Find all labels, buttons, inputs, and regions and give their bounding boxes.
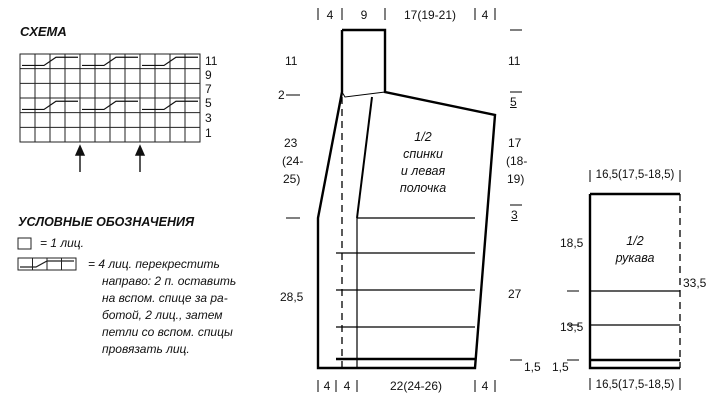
sleeve-right-dim-length: 33,5: [683, 276, 707, 290]
body-label-4: полочка: [399, 181, 447, 195]
body-label-3: и левая: [400, 164, 446, 178]
sleeve-left-dim-lower: 13,5: [560, 320, 584, 334]
row-number-3: 3: [205, 111, 212, 125]
body-bottom-dim-width: 22(24-26): [389, 379, 443, 393]
body-left-dim-neck: 2: [278, 88, 285, 102]
legend-cross-line-2: направо: 2 п. оставить: [102, 274, 237, 288]
body-bottom-dim-1: 4: [323, 379, 331, 393]
sleeve-dimension-ticks: [567, 170, 680, 390]
body-label-2: спинки: [403, 147, 443, 161]
legend-cross-line-4: ботой, 2 лиц., затем: [102, 308, 223, 322]
body-label-1: 1/2: [414, 130, 432, 144]
body-right-dim-border: 1,5: [524, 360, 541, 374]
legend-cross-line-5: петли со вспом. спицы: [102, 325, 233, 339]
repeat-arrow-left-head: [76, 146, 84, 155]
sleeve-stripe-lines: [590, 291, 680, 360]
body-bottom-dim-4: 4: [481, 379, 489, 393]
sleeve-label-2: рукава: [615, 251, 655, 265]
body-right-dim-sizes-b: 19): [507, 172, 525, 186]
sleeve-label-1: 1/2: [626, 234, 644, 248]
body-right-dim-collar: 11: [508, 54, 521, 68]
body-right-dim-slope: 5: [510, 95, 517, 109]
row-number-1: 1: [205, 126, 212, 140]
row-number-5: 5: [205, 96, 212, 110]
legend-title: УСЛОВНЫЕ ОБОЗНАЧЕНИЯ: [18, 215, 195, 229]
sleeve-left-dim-border: 1,5: [552, 360, 569, 374]
legend-cross-line-6: провязать лиц.: [102, 342, 190, 356]
legend-cross-line-1: = 4 лиц. перекрестить: [88, 257, 220, 271]
body-right-dim-3: 3: [511, 208, 518, 222]
body-left-dim-yoke: 23: [284, 136, 298, 150]
body-neck-curve: [342, 92, 385, 97]
repeat-arrows: [76, 146, 144, 172]
row-number-11: 11: [205, 54, 218, 68]
knit-stitch-symbol: [18, 238, 31, 249]
cable-cross-symbol: [18, 258, 76, 270]
body-bottom-dim-2: 4: [343, 379, 351, 393]
body-outline: [318, 30, 495, 368]
sleeve-piece: [567, 170, 680, 390]
body-top-dim-left: 4: [326, 8, 334, 22]
sleeve-outline-solid: [590, 194, 680, 368]
legend-cross-line-3: на вспом. спице за ра-: [102, 291, 228, 305]
body-left-dim-collar: 11: [285, 54, 298, 68]
body-top-dim-shoulder: 17(19-21): [403, 8, 457, 22]
legend-knit-text: = 1 лиц.: [40, 236, 84, 250]
sleeve-top-dim: 16,5(17,5-18,5): [595, 169, 675, 181]
body-right-dim-sizes-a: (18-: [506, 154, 528, 168]
row-number-7: 7: [205, 82, 212, 96]
body-left-dim-yoke-sizes-b: 25): [283, 172, 301, 186]
body-front-slope: [357, 97, 372, 218]
repeat-arrow-right-head: [136, 146, 144, 155]
body-piece: [286, 8, 525, 392]
body-right-dim-armhole: 17: [508, 136, 522, 150]
row-number-9: 9: [205, 68, 212, 82]
body-right-dim-lower: 27: [508, 287, 522, 301]
scheme-title: СХЕМА: [20, 24, 67, 39]
stitch-chart-grid: [20, 54, 200, 142]
body-left-dim-lower: 28,5: [280, 290, 304, 304]
body-top-dim-neck: 9: [360, 8, 368, 22]
sleeve-bottom-dim: 16,5(17,5-18,5): [595, 379, 675, 391]
body-top-dim-right: 4: [481, 8, 489, 22]
sleeve-left-dim-cap: 18,5: [560, 236, 584, 250]
body-left-dim-yoke-sizes-a: (24-: [282, 154, 304, 168]
